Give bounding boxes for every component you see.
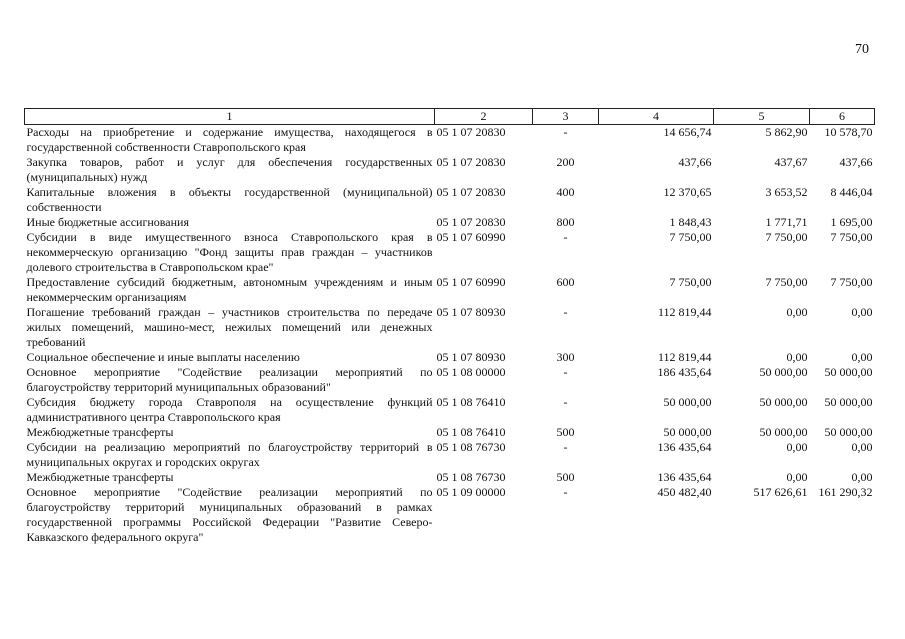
header-row: [25, 109, 875, 125]
row-code: 05 1 09 00000: [436, 485, 506, 499]
row-amount-year-3: 0,00: [851, 440, 873, 454]
table-row: [25, 185, 875, 215]
row-expense-type: 800: [556, 215, 575, 229]
row-code: 05 1 07 60990: [436, 275, 506, 289]
row-amount-year-1: 1 848,43: [669, 215, 712, 229]
row-name: Иные бюджетные ассигнования: [26, 215, 189, 229]
row-amount-year-2: 0,00: [786, 350, 808, 364]
row-amount-year-1: 7 750,00: [669, 230, 712, 244]
row-amount-year-3: 50 000,00: [824, 365, 873, 379]
table-row: [25, 425, 875, 440]
row-amount-year-1: 186 435,64: [657, 365, 712, 379]
row-amount-year-2: 0,00: [786, 440, 808, 454]
table-row: [25, 485, 875, 545]
table-header: [25, 109, 875, 125]
row-amount-year-3: 0,00: [851, 305, 873, 319]
row-name: Субсидия бюджету города Ставрополя на осуществление функций административного центра Ставропольского края: [26, 395, 433, 424]
row-name: Субсидии в виде имущественного взноса Ставропольского края в некоммерческую организацию "Фонд защиты прав граждан – участников долевого строительства в Ставропольском крае": [26, 230, 433, 274]
row-amount-year-3: 50 000,00: [824, 395, 873, 409]
page-number: 70: [855, 42, 869, 57]
row-name: Межбюджетные трансферты: [26, 470, 174, 484]
row-amount-year-1: 136 435,64: [657, 470, 712, 484]
row-amount-year-3: 7 750,00: [830, 275, 873, 289]
table-row: [25, 350, 875, 365]
row-amount-year-2: 0,00: [786, 305, 808, 319]
budget-table: [24, 108, 875, 545]
row-amount-year-3: 8 446,04: [830, 185, 873, 199]
row-amount-year-2: 50 000,00: [759, 425, 808, 439]
row-amount-year-2: 437,67: [774, 155, 808, 169]
row-expense-type: 400: [556, 185, 575, 199]
row-expense-type: 500: [556, 425, 575, 439]
row-name: Расходы на приобретение и содержание имущества, находящегося в государственной собственности Ставропольского края: [26, 125, 433, 154]
row-expense-type: 500: [556, 470, 575, 484]
row-expense-type: 600: [556, 275, 575, 289]
row-code: 05 1 07 20830: [436, 125, 506, 139]
table-row: [25, 125, 875, 156]
row-amount-year-2: 7 750,00: [765, 230, 808, 244]
row-expense-type: -: [563, 125, 568, 139]
row-name: Предоставление субсидий бюджетным, автономным учреждениям и иным некоммерческим организациям: [26, 275, 433, 304]
row-amount-year-2: 50 000,00: [759, 395, 808, 409]
header-col-6: 6: [810, 109, 875, 125]
table-row: [25, 440, 875, 470]
row-expense-type: -: [563, 365, 568, 379]
row-amount-year-2: 1 771,71: [765, 215, 808, 229]
row-amount-year-1: 112 819,44: [657, 305, 712, 319]
row-code: 05 1 07 80930: [436, 350, 506, 364]
row-amount-year-1: 450 482,40: [657, 485, 712, 499]
row-code: 05 1 08 00000: [436, 365, 506, 379]
row-name: Основное мероприятие "Содействие реализации мероприятий по благоустройству территорий муниципальных образований в рамках государственной программы Российской Федерации "Развитие Северо-Кавказского федерального округа": [26, 485, 433, 544]
row-amount-year-3: 437,66: [839, 155, 873, 169]
row-expense-type: -: [563, 440, 568, 454]
row-amount-year-3: 1 695,00: [830, 215, 873, 229]
row-code: 05 1 07 20830: [436, 215, 506, 229]
table-row: [25, 275, 875, 305]
header-col-1: 1: [25, 109, 435, 125]
table-row: [25, 230, 875, 275]
header-col-3: 3: [533, 109, 599, 125]
row-amount-year-3: 10 578,70: [824, 125, 873, 139]
row-name: Капитальные вложения в объекты государственной (муниципальной) собственности: [26, 185, 433, 214]
header-col-5: 5: [714, 109, 810, 125]
row-amount-year-1: 50 000,00: [663, 395, 712, 409]
row-name: Социальное обеспечение и иные выплаты населению: [26, 350, 300, 364]
row-amount-year-3: 7 750,00: [830, 230, 873, 244]
row-expense-type: -: [563, 395, 568, 409]
table-row: [25, 470, 875, 485]
table-row: [25, 215, 875, 230]
row-code: 05 1 08 76730: [436, 470, 506, 484]
row-amount-year-2: 0,00: [786, 470, 808, 484]
row-amount-year-3: 161 290,32: [818, 485, 873, 499]
row-expense-type: 300: [556, 350, 575, 364]
header-col-2: 2: [435, 109, 533, 125]
row-name: Закупка товаров, работ и услуг для обеспечения государственных (муниципальных) нужд: [26, 155, 433, 184]
row-name: Основное мероприятие "Содействие реализации мероприятий по благоустройству территорий муниципальных образований": [26, 365, 433, 394]
row-code: 05 1 08 76410: [436, 425, 506, 439]
row-code: 05 1 07 60990: [436, 230, 506, 244]
row-amount-year-1: 136 435,64: [657, 440, 712, 454]
row-expense-type: 200: [556, 155, 575, 169]
row-name: Погашение требований граждан – участников строительства по передаче жилых помещений, машино-мест, нежилых помещений или денежных требований: [26, 305, 433, 349]
row-amount-year-2: 50 000,00: [759, 365, 808, 379]
row-code: 05 1 07 20830: [436, 185, 506, 199]
row-amount-year-1: 12 370,65: [663, 185, 712, 199]
row-expense-type: -: [563, 305, 568, 319]
row-name: Субсидии на реализацию мероприятий по благоустройству территорий в муниципальных округах и городских округах: [26, 440, 433, 469]
row-amount-year-2: 3 653,52: [765, 185, 808, 199]
table-body: [25, 125, 875, 546]
row-code: 05 1 08 76730: [436, 440, 506, 454]
header-col-4: 4: [599, 109, 714, 125]
row-name: Межбюджетные трансферты: [26, 425, 174, 439]
row-amount-year-2: 5 862,90: [765, 125, 808, 139]
row-amount-year-1: 14 656,74: [663, 125, 712, 139]
row-amount-year-1: 7 750,00: [669, 275, 712, 289]
table-row: [25, 155, 875, 185]
row-amount-year-3: 0,00: [851, 350, 873, 364]
row-amount-year-2: 7 750,00: [765, 275, 808, 289]
table-row: [25, 305, 875, 350]
table-row: [25, 395, 875, 425]
row-expense-type: -: [563, 485, 568, 499]
row-expense-type: -: [563, 230, 568, 244]
row-code: 05 1 07 80930: [436, 305, 506, 319]
row-amount-year-1: 112 819,44: [657, 350, 712, 364]
row-code: 05 1 07 20830: [436, 155, 506, 169]
row-amount-year-1: 50 000,00: [663, 425, 712, 439]
row-amount-year-3: 50 000,00: [824, 425, 873, 439]
row-amount-year-3: 0,00: [851, 470, 873, 484]
row-amount-year-2: 517 626,61: [753, 485, 808, 499]
row-code: 05 1 08 76410: [436, 395, 506, 409]
row-amount-year-1: 437,66: [678, 155, 712, 169]
table-row: [25, 365, 875, 395]
